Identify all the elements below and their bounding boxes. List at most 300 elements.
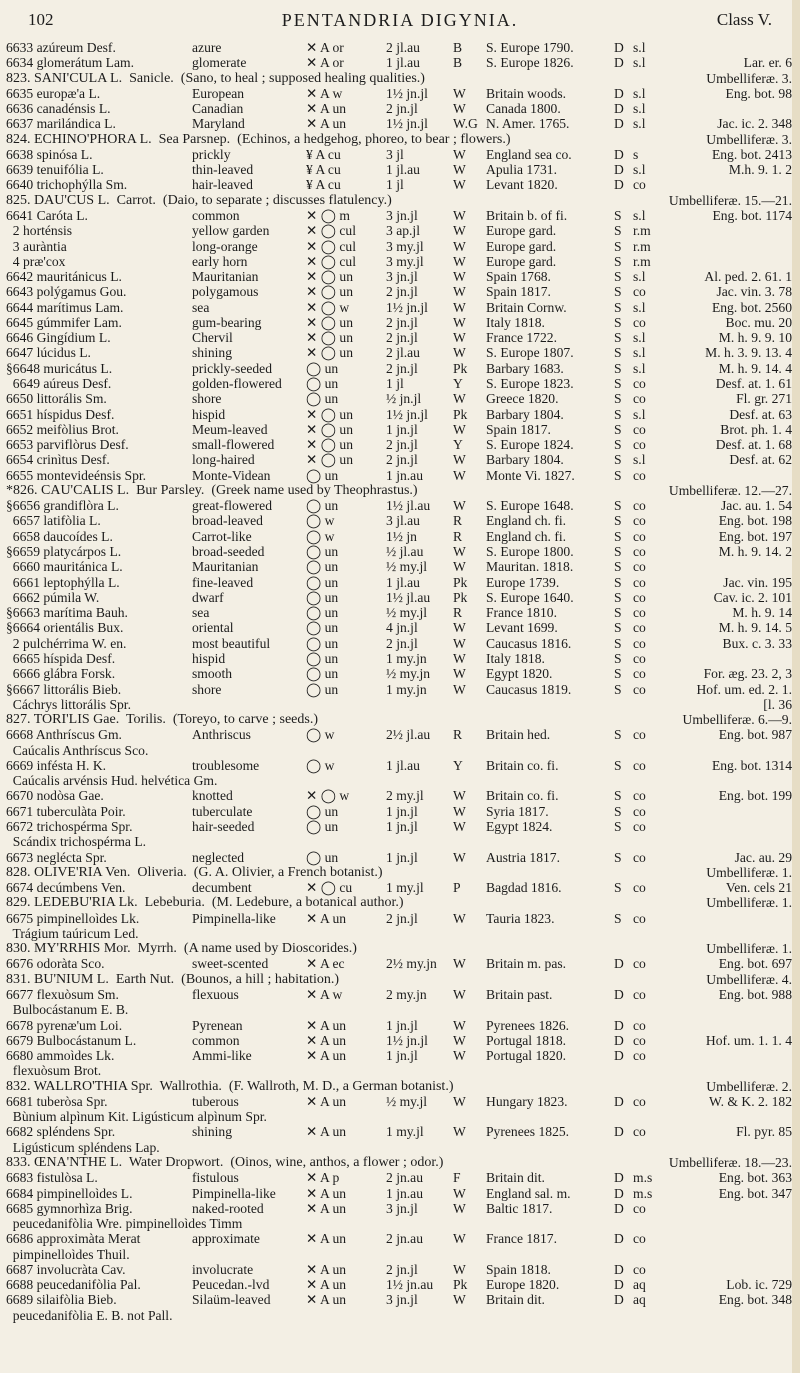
line-duration: S [614, 314, 622, 330]
line-species: 6685 gymnorhìza Brig. [6, 1200, 133, 1216]
line-height-season: 1 jn.jl [386, 849, 418, 865]
line-species: §6663 marítima Bauh. [6, 605, 128, 621]
line-species: 6658 daucoídes L. [6, 528, 113, 544]
line-habit: ✕ A w [306, 986, 343, 1002]
line-habit: ◯ un [306, 360, 339, 376]
page-edge [792, 0, 800, 1373]
line-english: prickly-seeded [192, 360, 273, 376]
line-habit: ◯ un [306, 620, 339, 636]
line-species: *826. CAU'CALIS L. Bur Parsley. (Greek name used by Theophrastus.) [6, 482, 418, 498]
line-soil: co [633, 880, 646, 896]
line-color: Pk [453, 406, 468, 422]
line-native: Britain co. fi. [486, 788, 559, 804]
line-duration: D [614, 1185, 624, 1201]
line-habit: ¥ A cu [306, 146, 341, 162]
catalogue-line [6, 697, 792, 712]
line-reference: Eng. bot. 197 [718, 528, 792, 544]
line-native: S. Europe 1648. [486, 498, 574, 514]
line-english: sea [192, 299, 210, 315]
line-english: tuberculate [192, 803, 253, 819]
line-native: Italy 1818. [486, 650, 545, 666]
line-duration: S [614, 727, 622, 743]
line-species: 6661 leptophýlla L. [6, 574, 120, 590]
line-color: W [453, 1200, 466, 1216]
line-color: R [453, 513, 463, 529]
line-english: shore [192, 391, 222, 407]
line-english: involucrate [192, 1261, 254, 1277]
line-reference: Jac. ic. 2. 348 [717, 116, 792, 132]
line-english: flexuous [192, 986, 239, 1002]
line-reference: M. h. 9. 14 [732, 605, 792, 621]
line-habit: ✕ A un [306, 1093, 347, 1109]
line-species: 6636 canadénsis L. [6, 101, 111, 117]
line-english: shining [192, 1124, 233, 1140]
line-soil: co [633, 1231, 646, 1247]
line-reference: Umbelliferæ. 4. [706, 971, 792, 987]
line-english: decumbent [192, 880, 252, 896]
line-habit: ◯ w [306, 528, 335, 544]
catalogue-line [6, 132, 792, 147]
line-reference: Umbelliferæ. 15.—21. [668, 192, 792, 208]
line-soil: s.l [633, 101, 646, 117]
line-duration: S [614, 650, 622, 666]
line-soil: co [633, 727, 646, 743]
line-species: 6673 neglécta Spr. [6, 849, 107, 865]
catalogue-line [6, 712, 792, 727]
line-english: most beautiful [192, 635, 271, 651]
line-reference: Jac. vin. 3. 78 [716, 284, 792, 300]
catalogue-line [6, 315, 792, 330]
line-habit: ✕ ◯ un [306, 345, 353, 361]
line-reference: Hof. um. ed. 2. 1. [696, 681, 792, 697]
catalogue-line [6, 1109, 792, 1124]
catalogue-line [6, 1094, 792, 1109]
line-duration: S [614, 452, 622, 468]
line-color: W [453, 299, 466, 315]
line-height-season: 3 jl [386, 146, 404, 162]
catalogue-line [6, 773, 792, 788]
line-height-season: ½ my.jl [386, 1093, 428, 1109]
line-soil: co [633, 910, 646, 926]
line-color: W [453, 849, 466, 865]
line-habit: ◯ un [306, 391, 339, 407]
catalogue-line [6, 834, 792, 849]
line-reference: Umbelliferæ. 2. [706, 1078, 792, 1094]
line-native: Spain 1817. [486, 421, 551, 437]
catalogue-line [6, 956, 792, 971]
line-english: Mauritanian [192, 269, 259, 285]
line-native: N. Amer. 1765. [486, 116, 570, 132]
catalogue-line [6, 819, 792, 834]
line-reference: Umbelliferæ. 6.—9. [682, 712, 792, 728]
line-species: 827. TORI'LIS Gae. Torilis. (Toreyo, to carve ; seeds.) [6, 712, 318, 728]
line-soil: co [633, 635, 646, 651]
line-soil: co [633, 574, 646, 590]
line-color: B [453, 55, 463, 71]
line-species: 6671 tuberculàta Poir. [6, 803, 126, 819]
line-soil: co [633, 681, 646, 697]
line-english: hair-seeded [192, 818, 255, 834]
catalogue-line [6, 1186, 792, 1201]
line-english: thin-leaved [192, 162, 254, 178]
line-height-season: 1 jn.au [386, 1185, 423, 1201]
catalogue-line [6, 1216, 792, 1231]
catalogue-line [6, 941, 792, 956]
line-species: 6638 spinósa L. [6, 146, 93, 162]
line-species: Caúcalis arvénsis Hud. helvética Gm. [6, 773, 218, 789]
line-reference: Al. ped. 2. 61. 1 [704, 269, 792, 285]
line-height-season: 2 jn.jl [386, 910, 418, 926]
line-height-season: 2 jn.jl [386, 452, 418, 468]
line-habit: ◯ un [306, 376, 339, 392]
line-species: 6645 gúmmifer Lam. [6, 314, 122, 330]
line-english: Canadian [192, 101, 244, 117]
line-habit: ✕ A un [306, 1017, 347, 1033]
line-height-season: 2½ my.jn [386, 956, 437, 972]
line-soil: co [633, 376, 646, 392]
line-height-season: 2 jn.jl [386, 437, 418, 453]
line-color: W [453, 1185, 466, 1201]
line-english: polygamous [192, 284, 259, 300]
line-species: 6680 ammoìdes Lk. [6, 1048, 115, 1064]
line-soil: co [633, 1032, 646, 1048]
line-soil: co [633, 1093, 646, 1109]
line-color: W [453, 330, 466, 346]
line-soil: co [633, 589, 646, 605]
line-reference: Desf. at. 62 [729, 452, 792, 468]
line-habit: ✕ A un [306, 1124, 347, 1140]
line-reference: Eng. bot. 1314 [711, 757, 792, 773]
line-color: W [453, 253, 466, 269]
line-reference: Desf. at. 63 [729, 406, 792, 422]
line-color: Pk [453, 574, 468, 590]
line-english: early horn [192, 253, 248, 269]
catalogue-line [6, 758, 792, 773]
line-native: Britain dit. [486, 1292, 545, 1308]
line-color: R [453, 727, 463, 743]
line-native: Bagdad 1816. [486, 880, 562, 896]
catalogue-line [6, 483, 792, 498]
catalogue-line [6, 1231, 792, 1246]
line-color: B [453, 40, 463, 55]
line-english: Monte-Videan [192, 467, 271, 483]
line-duration: D [614, 162, 624, 178]
line-reference: Lob. ic. 729 [726, 1277, 792, 1293]
line-reference: Eng. bot. 1174 [712, 208, 792, 223]
line-native: France 1722. [486, 330, 557, 346]
catalogue-line [6, 330, 792, 345]
line-english: approximate [192, 1231, 260, 1247]
line-duration: S [614, 330, 622, 346]
line-height-season: 1 jl.au [386, 55, 420, 71]
line-english: sea [192, 605, 210, 621]
line-soil: co [633, 650, 646, 666]
line-species: Scándix trichospérma L. [6, 834, 147, 850]
catalogue-line [6, 743, 792, 758]
line-soil: co [633, 666, 646, 682]
line-habit: ◯ un [306, 818, 339, 834]
catalogue-line [6, 437, 792, 452]
line-reference: Brot. ph. 1. 4 [720, 421, 792, 437]
catalogue-line [6, 1170, 792, 1185]
line-habit: ✕ A ec [306, 956, 345, 972]
line-native: S. Europe 1807. [486, 345, 574, 361]
catalogue-line [6, 880, 792, 895]
line-height-season: 1 jn.jl [386, 1048, 418, 1064]
line-soil: s.l [633, 406, 646, 422]
catalogue-line [6, 452, 792, 467]
line-soil: s.l [633, 55, 646, 71]
line-height-season: 1½ jn.au [386, 1277, 434, 1293]
line-habit: ◯ un [306, 498, 339, 514]
line-species: 6644 marítimus Lam. [6, 299, 124, 315]
line-species: 824. ECHINO'PHORA L. Sea Parsnep. (Echinos, a hedgehog, phoreo, to bear ; flowers.) [6, 131, 511, 147]
line-species: 6660 mauritánica L. [6, 559, 123, 575]
catalogue-line [6, 972, 792, 987]
line-height-season: 1 jl.au [386, 757, 420, 773]
catalogue-line [6, 727, 792, 742]
line-english: fine-leaved [192, 574, 254, 590]
line-duration: D [614, 1093, 624, 1109]
line-duration: D [614, 101, 624, 117]
catalogue-line [6, 284, 792, 299]
line-habit: ◯ un [306, 635, 339, 651]
catalogue-line [6, 682, 792, 697]
line-habit: ✕ ◯ cul [306, 238, 357, 254]
line-species: 6674 decúmbens Ven. [6, 880, 126, 896]
line-species: 6679 Bulbocástanum L. [6, 1032, 137, 1048]
line-species: 6666 glábra Forsk. [6, 666, 116, 682]
line-duration: D [614, 1017, 624, 1033]
catalogue-line [6, 529, 792, 544]
line-species: 6675 pimpinelloìdes Lk. [6, 910, 140, 926]
line-species: 833. ŒNA'NTHE L. Water Dropwort. (Oinos, wine, anthos, a flower ; odor.) [6, 1154, 444, 1170]
line-english: common [192, 1032, 240, 1048]
line-native: Levant 1699. [486, 620, 558, 636]
line-species: 6683 fistulòsa L. [6, 1170, 98, 1186]
line-soil: r.m [633, 253, 651, 269]
line-soil: co [633, 818, 646, 834]
line-duration: D [614, 1231, 624, 1247]
line-habit: ✕ ◯ w [306, 299, 350, 315]
line-color: W [453, 544, 466, 560]
line-native: Apulia 1731. [486, 162, 557, 178]
line-height-season: 1 jl.au [386, 574, 420, 590]
line-english: common [192, 208, 240, 223]
line-native: S. Europe 1826. [486, 55, 574, 71]
line-native: Syria 1817. [486, 803, 549, 819]
line-soil: s.l [633, 299, 646, 315]
line-habit: ✕ A un [306, 101, 347, 117]
line-species: 6650 littorális Sm. [6, 391, 107, 407]
line-height-season: 1½ jn.jl [386, 116, 428, 132]
line-species: 823. SANI'CULA L. Sanicle. (Sano, to heal ; supposed healing qualities.) [6, 70, 425, 86]
line-reference: Desf. at. 1. 61 [715, 376, 792, 392]
catalogue-line [6, 361, 792, 376]
line-height-season: 2 jn.jl [386, 314, 418, 330]
line-height-season: ½ my.jl [386, 559, 428, 575]
line-species: §6667 littorális Bieb. [6, 681, 122, 697]
line-species: 6647 lúcidus L. [6, 345, 91, 361]
line-native: Barbary 1804. [486, 452, 564, 468]
line-habit: ✕ A un [306, 1261, 347, 1277]
line-reference: Eng. bot. 2560 [711, 299, 792, 315]
line-species: 6635 europæ'a L. [6, 85, 101, 101]
line-habit: ✕ A un [306, 1200, 347, 1216]
line-english: golden-flowered [192, 376, 282, 392]
line-reference: Ven. cels 21 [725, 880, 792, 896]
line-english: naked-rooted [192, 1200, 264, 1216]
line-color: F [453, 1170, 461, 1186]
catalogue-line [6, 177, 792, 192]
line-species: 6643 polýgamus Gou. [6, 284, 127, 300]
line-color: Y [453, 437, 463, 453]
line-habit: ✕ A w [306, 85, 343, 101]
line-duration: S [614, 299, 622, 315]
line-species: 6655 montevideénsis Spr. [6, 467, 147, 483]
line-english: broad-leaved [192, 513, 263, 529]
line-reference: Eng. bot. 348 [718, 1292, 792, 1308]
line-species: 6653 parviflòrus Desf. [6, 437, 129, 453]
line-soil: s.l [633, 85, 646, 101]
line-species: 6668 Anthríscus Gm. [6, 727, 122, 743]
line-height-season: 2 jn.jl [386, 284, 418, 300]
catalogue-line [6, 559, 792, 574]
line-english: Pyrenean [192, 1017, 243, 1033]
line-species: §6656 grandiflòra L. [6, 498, 119, 514]
line-reference: Eng. bot. 198 [718, 513, 792, 529]
line-height-season: 1 jn.jl [386, 421, 418, 437]
line-color: W [453, 314, 466, 330]
line-native: S. Europe 1824. [486, 437, 574, 453]
line-color: W [453, 238, 466, 254]
line-soil: s.l [633, 40, 646, 55]
line-native: Greece 1820. [486, 391, 559, 407]
line-english: Carrot-like [192, 528, 252, 544]
line-height-season: 3 my.jl [386, 238, 424, 254]
line-species: 6689 silaifòlia Bieb. [6, 1292, 117, 1308]
line-height-season: 2 jn.jl [386, 360, 418, 376]
line-habit: ◯ un [306, 574, 339, 590]
line-height-season: 1 my.jl [386, 1124, 424, 1140]
line-height-season: 1 jn.au [386, 467, 423, 483]
line-height-season: 1 jl [386, 177, 404, 193]
line-english: fistulous [192, 1170, 239, 1186]
catalogue-line [6, 788, 792, 803]
line-color: W [453, 85, 466, 101]
line-color: W [453, 666, 466, 682]
catalogue-line [6, 926, 792, 941]
line-reference: M. h. 9. 14. 2 [718, 544, 792, 560]
line-height-season: 2 jn.au [386, 1170, 423, 1186]
line-soil: co [633, 421, 646, 437]
line-reference: Jac. au. 1. 54 [721, 498, 792, 514]
line-english: broad-seeded [192, 544, 265, 560]
line-color: W [453, 1292, 466, 1308]
line-height-season: 1 jl.au [386, 162, 420, 178]
line-duration: S [614, 803, 622, 819]
line-reference: Lar. er. 6 [743, 55, 792, 71]
line-english: small-flowered [192, 437, 275, 453]
line-duration: S [614, 284, 622, 300]
line-duration: S [614, 544, 622, 560]
line-reference: Eng. bot. 697 [718, 956, 792, 972]
line-reference: Jac. au. 29 [734, 849, 792, 865]
line-duration: S [614, 238, 622, 254]
line-native: Spain 1768. [486, 269, 551, 285]
line-native: Austria 1817. [486, 849, 561, 865]
catalogue-line [6, 223, 792, 238]
line-duration: D [614, 146, 624, 162]
line-duration: S [614, 788, 622, 804]
line-duration: S [614, 406, 622, 422]
line-color: W.G [453, 116, 478, 132]
line-native: S. Europe 1800. [486, 544, 574, 560]
line-height-season: 2½ jl.au [386, 727, 431, 743]
line-species: 6669 inféstа H. K. [6, 757, 107, 773]
line-height-season: ½ my.jn [386, 666, 431, 682]
line-native: Egypt 1824. [486, 818, 553, 834]
line-reference: M. h. 9. 9. 10 [718, 330, 792, 346]
line-species: 6682 spléndens Spr. [6, 1124, 116, 1140]
line-duration: D [614, 116, 624, 132]
line-species: Bùnium alpìnum Kit. Ligústicum alpìnum Spr. [6, 1109, 267, 1125]
line-soil: co [633, 1048, 646, 1064]
line-species: peucedanifòlia E. B. not Pall. [6, 1307, 173, 1323]
line-color: W [453, 269, 466, 285]
line-native: Monte Vi. 1827. [486, 467, 575, 483]
line-duration: D [614, 956, 624, 972]
line-height-season: 2 my.jn [386, 986, 427, 1002]
line-height-season: 2 my.jl [386, 788, 424, 804]
line-habit: ◯ un [306, 849, 339, 865]
line-color: W [453, 818, 466, 834]
line-habit: ¥ A cu [306, 162, 341, 178]
line-height-season: 1 jn.jl [386, 818, 418, 834]
line-reference: Fl. gr. 271 [736, 391, 792, 407]
line-species: flexuòsum Brot. [6, 1063, 102, 1079]
catalogue-line [6, 1308, 792, 1323]
line-color: Pk [453, 589, 468, 605]
line-reference: Desf. at. 1. 68 [715, 437, 792, 453]
line-duration: S [614, 467, 622, 483]
catalogue-line [6, 345, 792, 360]
line-native: Britain Cornw. [486, 299, 567, 315]
line-english: Ammi-like [192, 1048, 252, 1064]
catalogue-line [6, 590, 792, 605]
line-reference: M. h. 3. 9. 13. 4 [705, 345, 792, 361]
line-soil: co [633, 788, 646, 804]
line-habit: ◯ w [306, 757, 335, 773]
line-soil: co [633, 498, 646, 514]
line-species: 6633 azúreum Desf. [6, 40, 116, 55]
line-species: 832. WALLRO'THIA Spr. Wallrothia. (F. Wallroth, M. D., a German botanist.) [6, 1078, 454, 1094]
line-native: Pyrenees 1825. [486, 1124, 570, 1140]
line-english: Pimpinella-like [192, 910, 276, 926]
line-height-season: ½ my.jl [386, 605, 428, 621]
line-height-season: 3 jn.jl [386, 1200, 418, 1216]
catalogue-line [6, 116, 792, 131]
page-header [0, 8, 800, 36]
catalogue-line [6, 1033, 792, 1048]
line-habit: ✕ ◯ cul [306, 223, 357, 239]
line-habit: ✕ ◯ un [306, 269, 353, 285]
line-height-season: 2 jn.au [386, 1231, 423, 1247]
line-english: hispid [192, 650, 226, 666]
line-english: oriental [192, 620, 234, 636]
line-reference: For. æg. 23. 2, 3 [703, 666, 792, 682]
line-species: 6641 Caróta L. [6, 208, 88, 223]
